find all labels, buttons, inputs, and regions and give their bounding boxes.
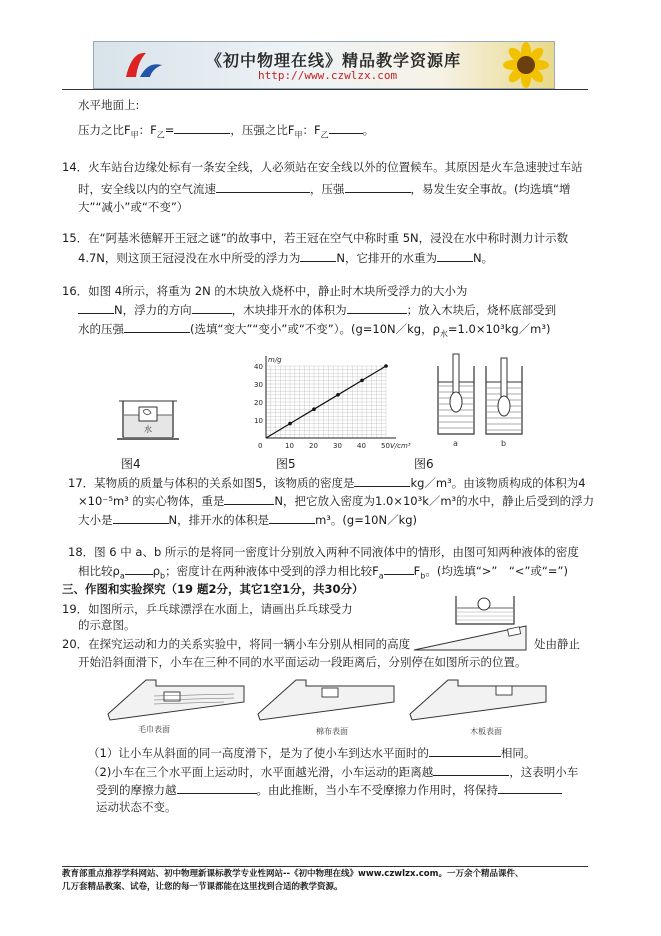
text-line: N，浮力的方向 ，木块排开水的体积为 ；放入木块后，烧杯底部受到 bbox=[78, 301, 556, 318]
header-rule bbox=[62, 89, 588, 90]
answer-blank[interactable] bbox=[224, 492, 274, 505]
data-point bbox=[336, 393, 340, 397]
figure-4-water-label: 水 bbox=[144, 425, 152, 434]
text-line: 水平地面上: bbox=[78, 98, 140, 112]
question-17: 17．某物质的质量与体积的关系如图5，该物质的密度是 kg／m³。由该物质构成的体积为4 bbox=[68, 476, 586, 490]
footer-rule bbox=[62, 866, 588, 867]
question-14: 14．火车站台边缘处标有一条安全线，人必须站在安全线以外的位置候车。其原因是火车急速驶过车站 bbox=[62, 160, 583, 174]
answer-blank[interactable] bbox=[124, 320, 190, 333]
data-point bbox=[384, 364, 388, 368]
text-line: （1）让小车从斜面的同一高度滑下，是为了使小车到达水平面时的 相同。 bbox=[88, 746, 536, 760]
figure-5-chart bbox=[250, 352, 412, 454]
footer-line-1: 教育部重点推荐学科网站、初中物理新课标教学专业性网站--《初中物理在线》www.czwlzx.com。一万余个精品课件、 bbox=[62, 869, 524, 879]
footer-line-2: 几万套精品教案、试卷，让您的每一节课都能在这里找到合适的教学资源。 bbox=[62, 882, 343, 892]
y-axis-label: m/g bbox=[268, 356, 282, 364]
question-16: 16．如图 4所示，将重为 2N 的木块放入烧杯中，静止时木块所受浮力的大小为 bbox=[62, 284, 468, 298]
x-tick-label: 10 bbox=[285, 442, 294, 450]
answer-blank[interactable] bbox=[125, 562, 153, 575]
data-point bbox=[312, 407, 316, 411]
answer-blank[interactable] bbox=[498, 781, 562, 794]
question-19: 19．如图所示，乒乓球漂浮在水面上，请画出乒乓球受力 bbox=[62, 602, 353, 616]
x-tick-label: 50 bbox=[381, 442, 390, 450]
text-line: 运动状态不变。 bbox=[96, 800, 177, 814]
x-tick-label: 20 bbox=[309, 442, 318, 450]
answer-blank[interactable] bbox=[78, 301, 114, 314]
x-axis-label: V/cm³ bbox=[390, 442, 411, 450]
figure-6-hydrometers bbox=[434, 352, 528, 448]
answer-blank[interactable] bbox=[113, 511, 169, 524]
text-line: 处由静止 bbox=[534, 637, 580, 651]
figure-6-caption: 图6 bbox=[414, 457, 434, 471]
text-line: 时，安全线以内的空气流速 ，压强 ，易发生安全事故。(均选填“增 bbox=[78, 182, 571, 196]
y-tick-label: 30 bbox=[254, 381, 263, 389]
answer-blank[interactable] bbox=[345, 180, 411, 193]
text-line: 受到的摩擦力越 。由此推断，当小车不受摩擦力作用时，将保持 bbox=[96, 781, 562, 798]
surface-label-towel: 毛巾表面 bbox=[138, 725, 170, 734]
data-point bbox=[360, 379, 364, 383]
answer-blank[interactable] bbox=[329, 121, 363, 134]
text-line: （2)小车在三个水平面上运动时，水平面越光滑，小车运动的距离越 ，这表明小车 bbox=[88, 765, 579, 779]
answer-blank[interactable] bbox=[216, 180, 310, 193]
sunflower-icon bbox=[496, 42, 554, 88]
answer-blank[interactable] bbox=[269, 511, 315, 524]
answer-blank[interactable] bbox=[174, 121, 230, 134]
text-line: 相比较$\rho_a$ $\rho_b$；密度计在两种液体中受到的浮力相比较$F_a$ $F_b$。(均选填“>” “<”或“=”) bbox=[78, 564, 568, 581]
answer-blank[interactable] bbox=[437, 249, 473, 262]
figure-4-caption: 图4 bbox=[121, 457, 141, 471]
header-banner bbox=[93, 41, 555, 89]
figure-20-ramp bbox=[412, 622, 532, 652]
text-line: 的示意图。 bbox=[78, 618, 136, 632]
answer-blank[interactable] bbox=[300, 249, 336, 262]
answer-blank[interactable] bbox=[354, 474, 410, 487]
answer-blank[interactable] bbox=[347, 301, 407, 314]
text-line: 大”“减小”或“不变”） bbox=[78, 200, 189, 214]
figure-5-caption: 图5 bbox=[276, 457, 296, 471]
figure-6-label-b: b bbox=[501, 439, 507, 448]
text-line: 4.7N，则这顶王冠浸没在水中所受的浮力为 N，它排开的水重为 N。 bbox=[78, 251, 494, 265]
question-15: 15．在“阿基米德解开王冠之谜”的故事中，若王冠在空气中称时重 5N，浸没在水中称时测力计示数 bbox=[62, 231, 569, 245]
y-tick-label: 10 bbox=[254, 417, 263, 425]
x-tick-label: 40 bbox=[357, 442, 366, 450]
answer-blank[interactable] bbox=[433, 763, 509, 776]
question-18: 18．图 6 中 a、b 所示的是将同一密度计分别放入两种不同液体中的情形，由图可知两种液体的密度 bbox=[68, 545, 579, 559]
answer-blank[interactable] bbox=[192, 301, 232, 314]
answer-blank[interactable] bbox=[384, 562, 414, 575]
header-title: 《初中物理在线》精品教学资源库 bbox=[206, 51, 462, 70]
origin-label: 0 bbox=[258, 442, 263, 450]
text-line: ×10⁻⁵m³ 的实心物体，重是 N，把它放入密度为1.0×10³k／m³的水中，静止后受到的浮力 bbox=[78, 494, 595, 508]
figure-6-label-a: a bbox=[453, 439, 458, 448]
x-tick-label: 30 bbox=[333, 442, 342, 450]
figure-20-surfaces bbox=[104, 672, 554, 736]
question-20: 20．在探究运动和力的关系实验中，将同一辆小车分别从相同的高度 bbox=[62, 637, 411, 651]
text-line: 压力之比$F_甲$：$F_乙=$ ，压强之比$F_甲$：$F_乙$ 。 bbox=[78, 123, 375, 140]
surface-label-wood: 木板表面 bbox=[470, 727, 502, 736]
text-line: 水的压强 (选填“变大”“变小”或“不变”）。(g=10N／kg，$\rho_水=1.0\times 10^3kg/m^3$) bbox=[78, 322, 551, 339]
surface-label-cotton: 棉布表面 bbox=[316, 727, 348, 736]
section-heading: 三、作图和实验探究（19 题2分，其它1空1分，共30分） bbox=[62, 582, 364, 596]
figure-4-beaker bbox=[115, 395, 181, 443]
data-point bbox=[288, 422, 292, 426]
header-url[interactable]: http://www.czwlzx.com bbox=[258, 69, 398, 82]
site-logo-icon bbox=[122, 47, 166, 83]
text-line: 开始沿斜面滑下，小车在三种不同的水平面运动一段距离后，分别停在如图所示的位置。 bbox=[78, 655, 527, 669]
answer-blank[interactable] bbox=[429, 744, 501, 757]
y-tick-label: 20 bbox=[254, 399, 263, 407]
answer-blank[interactable] bbox=[177, 781, 257, 794]
y-tick-label: 40 bbox=[254, 363, 263, 371]
text-line: 大小是 N，排开水的体积是 m³。(g=10N／kg) bbox=[78, 513, 418, 527]
